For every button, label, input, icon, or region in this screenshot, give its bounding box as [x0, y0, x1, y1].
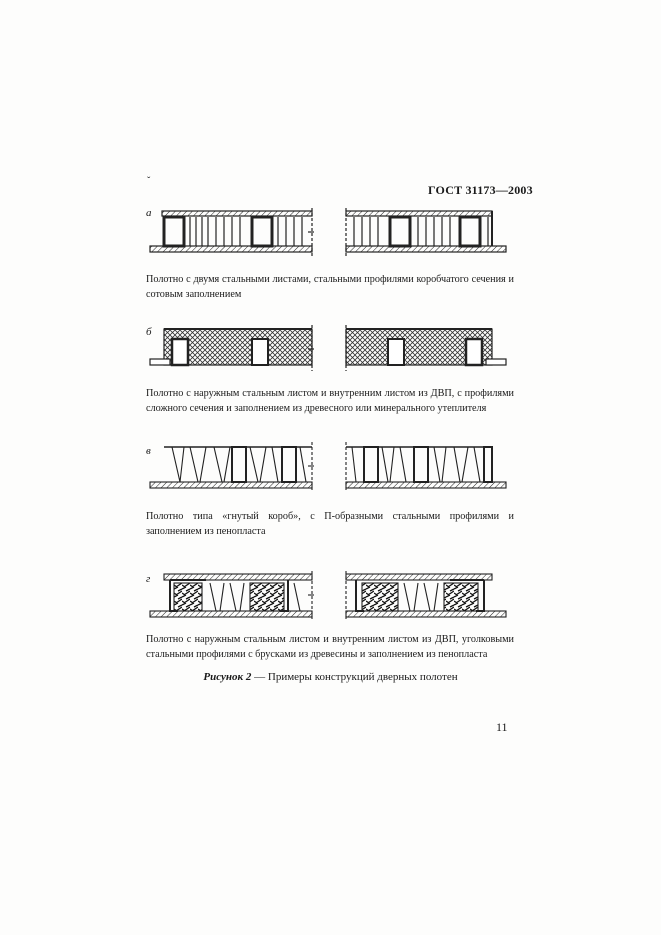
page-number: 11	[496, 720, 508, 734]
section-a-caption: Полотно с двумя стальными листами, стальными профилями коробчатого сечения и сотовым заполнением	[146, 274, 514, 300]
figure-title: Примеры конструкций дверных полотен	[267, 671, 458, 683]
drawing-v-left	[150, 442, 314, 490]
section-v-caption: Полотно типа «гнутый короб», с П-образными стальными профилями и заполнением из пенопласта	[146, 511, 514, 537]
figure-caption	[0, 671, 661, 683]
drawing-g-left	[150, 571, 314, 621]
stray-mark: ˇ	[147, 176, 151, 187]
drawing-g	[150, 571, 516, 623]
section-v-label: в	[146, 445, 151, 457]
drawing-g-right	[346, 571, 506, 621]
drawing-a-left	[150, 208, 314, 256]
drawing-b	[150, 325, 516, 375]
drawing-b-left	[150, 325, 314, 371]
section-b-caption: Полотно с наружным стальным листом и внутренним листом из ДВП, с профилями сложного сечения и заполнением из древесного или минерального утеплителя	[146, 388, 514, 414]
drawing-v-right	[346, 442, 506, 490]
figure-separator: —	[251, 671, 268, 683]
section-b-label: б	[146, 326, 152, 338]
drawing-a-right	[346, 208, 506, 256]
section-g-label: г	[146, 573, 151, 585]
drawing-a	[150, 208, 516, 260]
figure-number: Рисунок 2	[203, 671, 252, 683]
standard-header: ГОСТ 31173—2003	[428, 183, 533, 197]
drawing-v	[150, 442, 516, 492]
drawing-b-right	[346, 325, 506, 371]
section-a-label: а	[146, 207, 152, 219]
section-g-caption: Полотно с наружным стальным листом и внутренним листом из ДВП, уголковыми стальными профилями с брусками из древесины и заполнением из пенопласта	[146, 634, 514, 660]
